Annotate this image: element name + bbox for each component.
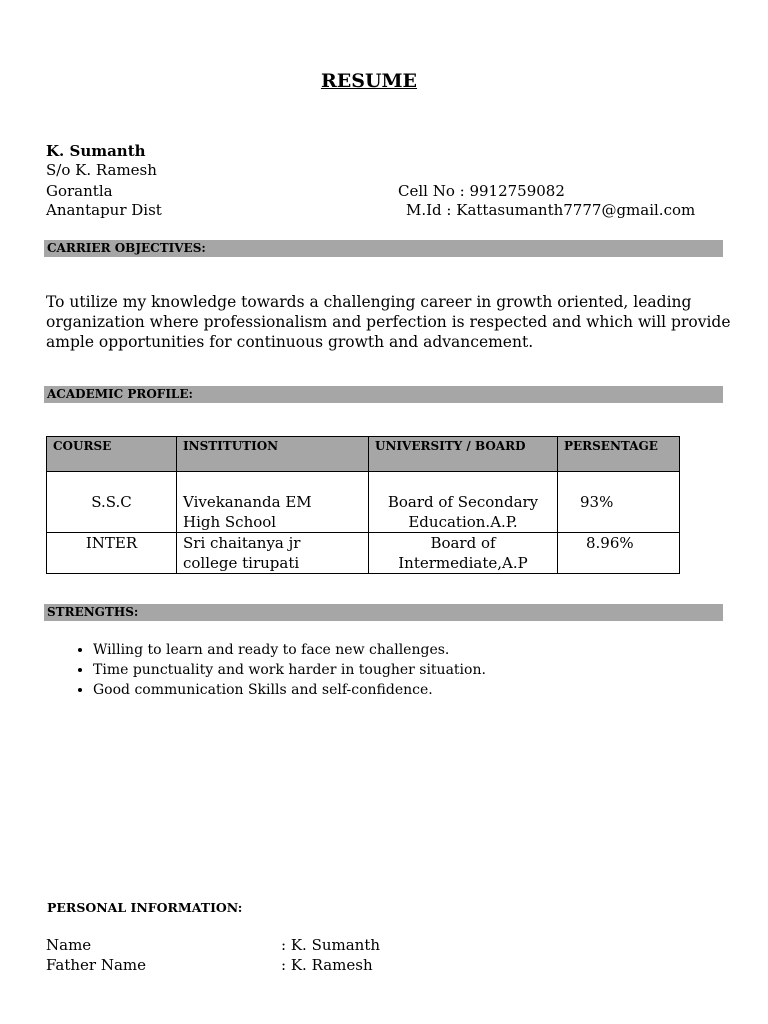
- list-item: • Good communication Skills and self-confidence.: [93, 680, 486, 700]
- objective-paragraph: To utilize my knowledge towards a challenging career in growth oriented, leading organization where professionalism and perfection is respected and which will provide ample opportunities for continuous growth and advancement.: [46, 293, 731, 351]
- board-line: Education.A.P.: [408, 513, 518, 531]
- cell-number: Cell No : 9912759082: [398, 182, 565, 200]
- strengths-heading: STRENGTHS:: [47, 605, 139, 619]
- header-board: UNIVERSITY / BOARD: [369, 437, 558, 472]
- header-institution: INSTITUTION: [177, 437, 369, 472]
- institution-line: Vivekananda EM: [183, 493, 312, 511]
- header-percentage: PERSENTAGE: [558, 437, 680, 472]
- resume-title: RESUME: [320, 70, 418, 92]
- institution-line: High School: [183, 513, 277, 531]
- table-row: [47, 472, 680, 533]
- percentage-cell: 8.96%: [586, 534, 634, 552]
- objectives-heading: CARRIER OBJECTIVES:: [47, 241, 206, 255]
- table-row: [47, 533, 680, 574]
- list-item: • Time punctuality and work harder in tougher situation.: [93, 660, 486, 680]
- academic-heading: ACADEMIC PROFILE:: [47, 387, 193, 401]
- header-course: COURSE: [47, 437, 177, 472]
- percentage-cell: 93%: [580, 493, 614, 511]
- personal-value-name: : K. Sumanth: [281, 936, 381, 954]
- institution-line: college tirupati: [183, 554, 300, 572]
- personal-info-heading: PERSONAL INFORMATION:: [47, 900, 243, 915]
- email-address: M.Id : Kattasumanth7777@gmail.com: [406, 201, 696, 219]
- personal-label-father: Father Name: [46, 956, 147, 974]
- table-header-row: [47, 437, 680, 472]
- personal-value-father: : K. Ramesh: [281, 956, 373, 974]
- board-line: Board of: [430, 534, 496, 552]
- list-item: • Willing to learn and ready to face new challenges.: [93, 640, 486, 660]
- district: Anantapur Dist: [46, 201, 162, 219]
- town: Gorantla: [46, 182, 113, 200]
- parent-name: S/o K. Ramesh: [46, 161, 157, 179]
- strengths-list: [46, 640, 486, 700]
- institution-line: Sri chaitanya jr: [183, 534, 301, 552]
- course-cell: INTER: [85, 534, 138, 552]
- academic-table: [46, 436, 680, 574]
- strengths-heading-bar: [44, 604, 723, 621]
- board-line: Board of Secondary: [387, 493, 539, 511]
- course-cell: S.S.C: [91, 493, 132, 511]
- objectives-heading-bar: [44, 240, 723, 257]
- candidate-name: K. Sumanth: [46, 142, 146, 160]
- personal-label-name: Name: [46, 936, 92, 954]
- academic-heading-bar: [44, 386, 723, 403]
- board-line: Intermediate,A.P: [398, 554, 528, 572]
